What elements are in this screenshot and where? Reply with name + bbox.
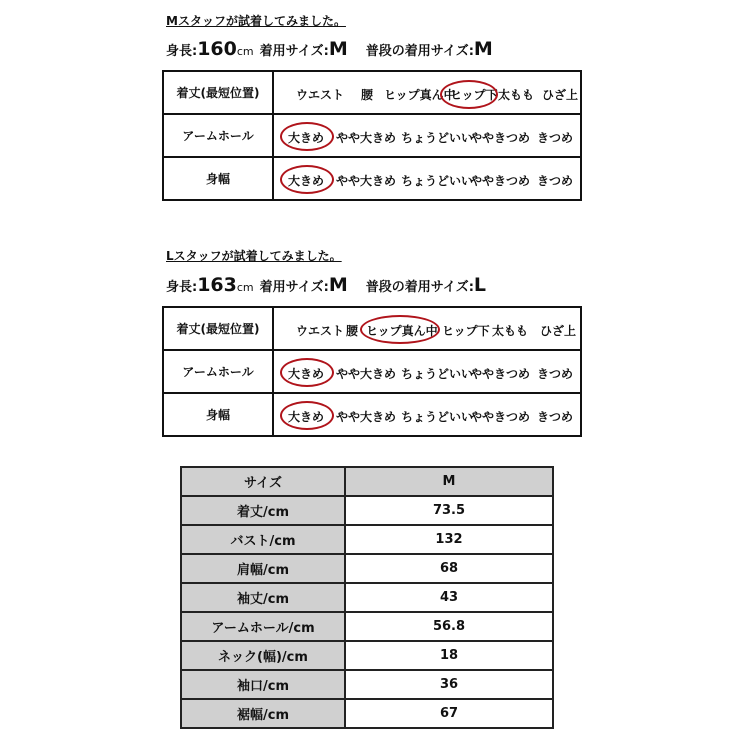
wear-size-value: M [328, 274, 348, 296]
height-unit: cm [236, 45, 254, 58]
size-row-value: 36 [345, 670, 553, 699]
fit-options [274, 308, 580, 349]
size-row-armhole [181, 612, 553, 641]
size-table-header [181, 467, 553, 496]
size-row-neck [181, 641, 553, 670]
height-unit: cm [236, 281, 254, 294]
fit-row-length [163, 71, 581, 114]
size-row-label: 裾幅/cm [181, 699, 345, 728]
option-tight: きつめ [537, 410, 574, 424]
option-waist: ウエスト [296, 88, 345, 102]
size-table [180, 466, 554, 729]
option-slightly-tight: ややきつめ [470, 131, 531, 145]
size-row-shoulder [181, 554, 553, 583]
option-slightly-large: やや大きめ [336, 367, 397, 381]
option-tight: きつめ [537, 131, 574, 145]
wear-size-value: M [328, 38, 348, 60]
selected-circle [360, 315, 440, 344]
size-row-label: 着丈/cm [181, 496, 345, 525]
option-above-knee: ひざ上 [542, 88, 579, 102]
option-tight: きつめ [537, 367, 574, 381]
option-above-knee: ひざ上 [540, 324, 577, 338]
fit-options [274, 72, 580, 113]
option-hip-middle: ヒップ真ん中 [366, 324, 438, 338]
usual-size-label: 普段の着用サイズ: [365, 280, 474, 295]
height-label: 身長: [166, 44, 198, 59]
size-header-label: サイズ [181, 467, 345, 496]
section-m-info [166, 38, 493, 60]
option-large: 大きめ [288, 410, 325, 424]
option-hip-under: ヒップ下 [450, 88, 498, 102]
option-waist: ウエスト [296, 324, 345, 338]
size-row-label: アームホール/cm [181, 612, 345, 641]
size-row-label: バスト/cm [181, 525, 345, 554]
fit-row-body-width [163, 157, 581, 200]
fit-row-label: 着丈(最短位置) [163, 307, 273, 350]
size-row-bust [181, 525, 553, 554]
fit-options [274, 394, 580, 435]
option-just-right: ちょうどいい [401, 131, 474, 145]
option-tight: きつめ [537, 174, 574, 188]
fit-options [274, 351, 580, 392]
option-large: 大きめ [288, 131, 325, 145]
height-value: 163 [197, 274, 237, 296]
selected-circle [280, 358, 334, 387]
height-label: 身長: [166, 280, 198, 295]
size-row-value: 67 [345, 699, 553, 728]
height-value: 160 [197, 38, 237, 60]
fit-row-length [163, 307, 581, 350]
size-row-sleeve [181, 583, 553, 612]
size-row-value: 56.8 [345, 612, 553, 641]
wear-size-label: 着用サイズ: [259, 280, 329, 295]
usual-size-value: L [473, 274, 487, 296]
size-row-label: 肩幅/cm [181, 554, 345, 583]
selected-circle [280, 122, 334, 151]
usual-size-label: 普段の着用サイズ: [365, 44, 474, 59]
selected-circle [280, 401, 334, 430]
section-l-title: Lスタッフが試着してみました。 [166, 249, 342, 263]
option-hip-top: 腰 [346, 324, 359, 338]
size-row-value: 73.5 [345, 496, 553, 525]
option-just-right: ちょうどいい [401, 367, 474, 381]
fit-options [274, 158, 580, 199]
option-thigh: 太もも [498, 88, 535, 102]
fit-row-armhole [163, 350, 581, 393]
size-row-value: 18 [345, 641, 553, 670]
option-hip-middle: ヒップ真ん中 [384, 88, 456, 102]
section-l-info [166, 274, 486, 296]
fit-row-body-width [163, 393, 581, 436]
wear-size-label: 着用サイズ: [259, 44, 329, 59]
option-just-right: ちょうどいい [401, 174, 474, 188]
fit-row-armhole [163, 114, 581, 157]
size-row-cuff [181, 670, 553, 699]
fit-row-label: アームホール [163, 350, 273, 393]
size-row-label: 袖口/cm [181, 670, 345, 699]
size-row-value: 43 [345, 583, 553, 612]
option-slightly-large: やや大きめ [336, 410, 397, 424]
fit-table-m [162, 70, 582, 201]
option-large: 大きめ [288, 367, 325, 381]
option-just-right: ちょうどいい [401, 410, 474, 424]
size-row-value: 68 [345, 554, 553, 583]
fit-row-label: アームホール [163, 114, 273, 157]
option-slightly-large: やや大きめ [336, 174, 397, 188]
fit-row-label: 身幅 [163, 157, 273, 200]
fit-table-l [162, 306, 582, 437]
selected-circle [440, 80, 498, 109]
fit-options [274, 115, 580, 156]
usual-size-value: M [473, 38, 493, 60]
size-header-value: M [345, 467, 553, 496]
option-slightly-tight: ややきつめ [470, 367, 531, 381]
option-slightly-tight: ややきつめ [470, 410, 531, 424]
size-row-label: 袖丈/cm [181, 583, 345, 612]
option-hip-under: ヒップ下 [442, 324, 490, 338]
fit-row-label: 着丈(最短位置) [163, 71, 273, 114]
selected-circle [280, 165, 334, 194]
option-large: 大きめ [288, 174, 325, 188]
size-row-hem [181, 699, 553, 728]
size-row-label: ネック(幅)/cm [181, 641, 345, 670]
option-hip-top: 腰 [361, 88, 374, 102]
fit-row-label: 身幅 [163, 393, 273, 436]
option-slightly-tight: ややきつめ [470, 174, 531, 188]
size-row-value: 132 [345, 525, 553, 554]
section-m-title: Mスタッフが試着してみました。 [166, 14, 346, 28]
size-row-length [181, 496, 553, 525]
option-slightly-large: やや大きめ [336, 131, 397, 145]
option-thigh: 太もも [492, 324, 529, 338]
